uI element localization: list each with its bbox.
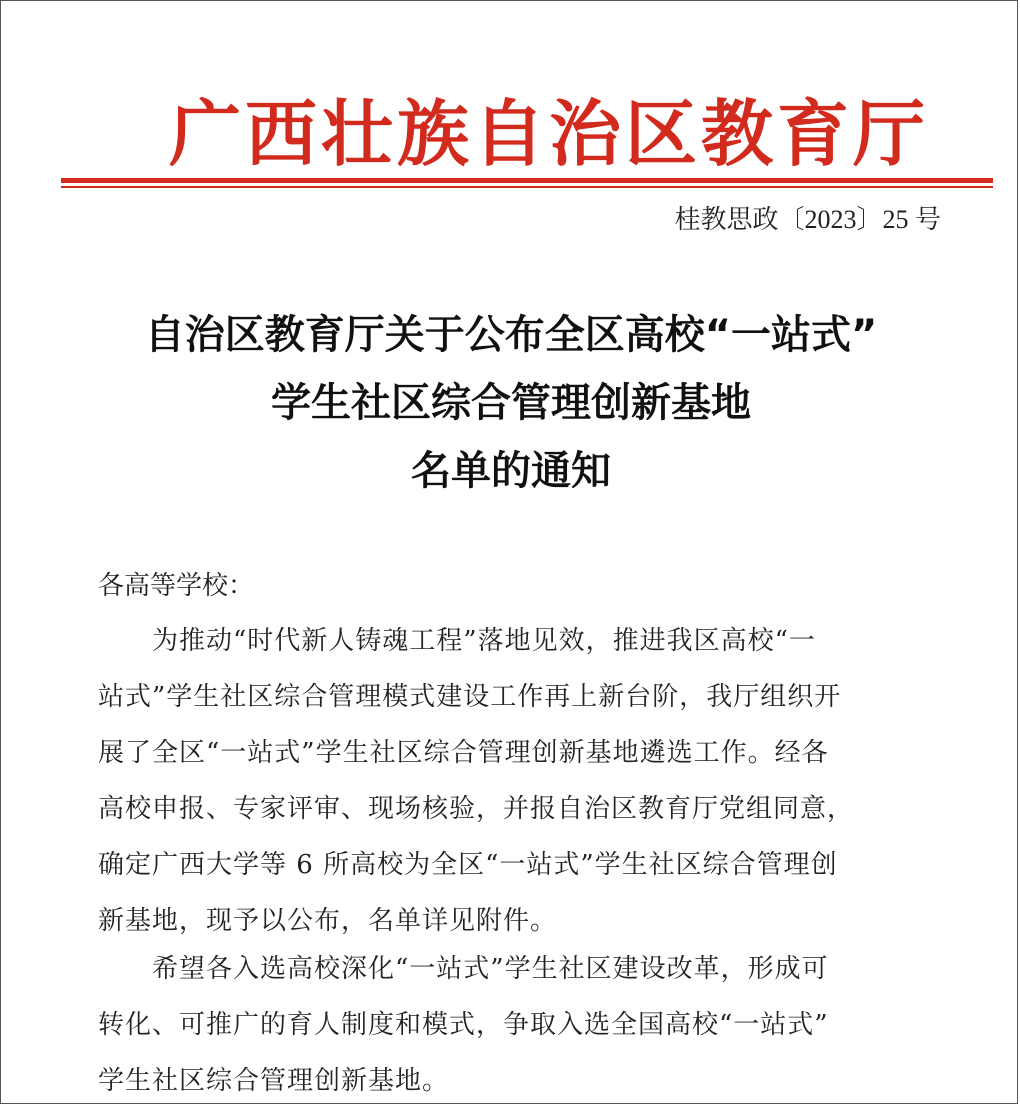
paragraph-line: 转化、可推广的育人制度和模式，争取入选全国高校“一站式”: [98, 1010, 829, 1040]
notice-title-line: 学生社区综合管理创新基地: [271, 380, 751, 426]
letterhead-rule-thin: [61, 186, 993, 188]
paragraph-line: 站式”学生社区综合管理模式建设工作再上新台阶，我厅组织开: [98, 682, 842, 712]
letterhead-rule-thick: [61, 178, 993, 183]
paragraph-line: 展了全区“一站式”学生社区综合管理创新基地遴选工作。经各: [98, 738, 829, 768]
notice-title: [61, 301, 961, 505]
agency-letterhead: 广西壮族自治区教育厅: [169, 91, 930, 176]
document-number: 桂教思政〔2023〕25 号: [674, 205, 941, 234]
body-paragraph-1: [98, 613, 954, 949]
paragraph-line: 确定广西大学等 6 所高校为全区“一站式”学生社区综合管理创: [98, 850, 838, 880]
paragraph-line: 学生社区综合管理创新基地。: [98, 1066, 450, 1096]
paragraph-line: 为推动“时代新人铸魂工程”落地见效，推进我区高校“一: [98, 626, 816, 656]
salutation: 各高等学校：: [98, 571, 255, 601]
paragraph-line: 希望各入选高校深化“一站式”学生社区建设改革，形成可: [98, 954, 829, 984]
paragraph-line: 新基地，现予以公布，名单详见附件。: [98, 906, 558, 936]
notice-title-line: 名单的通知: [411, 448, 611, 494]
body-paragraph-2: [98, 941, 954, 1109]
notice-title-line: 自治区教育厅关于公布全区高校“一站式”: [144, 312, 878, 358]
paragraph-line: 高校申报、专家评审、现场核验，并报自治区教育厅党组同意，: [98, 794, 855, 824]
